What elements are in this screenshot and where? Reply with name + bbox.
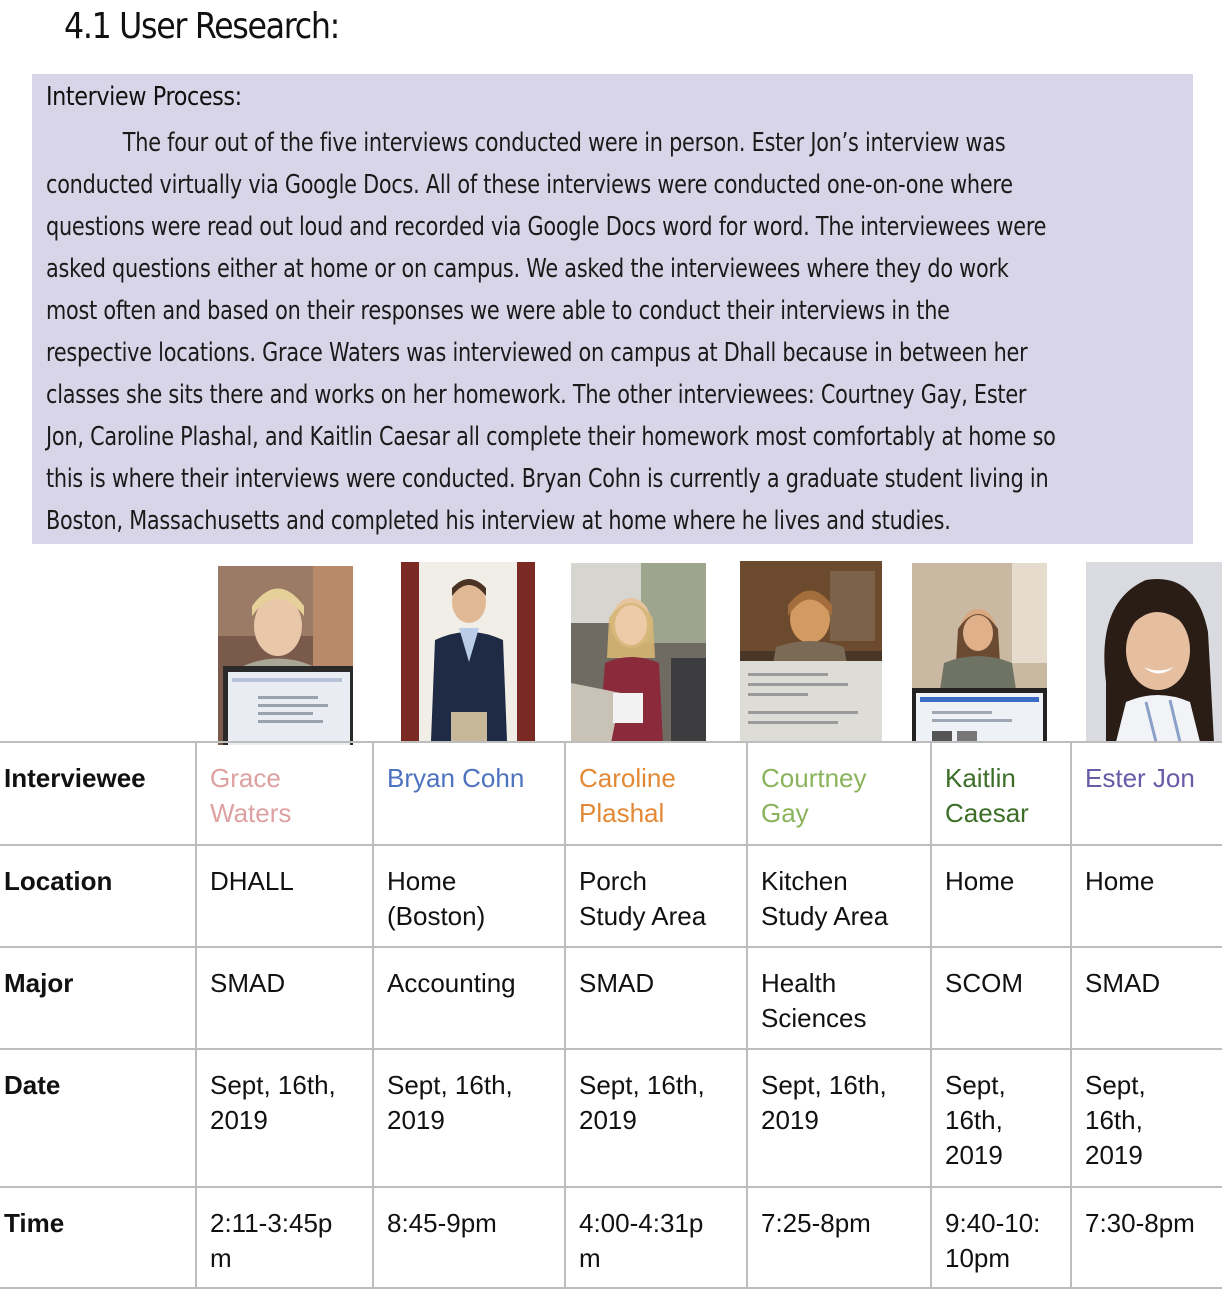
time-line: m [579,1243,601,1273]
row-label-major: Major [0,947,196,1049]
time-line: 7:30-8pm [1085,1208,1195,1238]
interview-process-box [32,74,1193,544]
major-line: SMAD [579,968,655,998]
cell-name [1071,742,1222,845]
cell-date [565,1049,747,1187]
location-line: Study Area [761,901,889,931]
section-heading: 4.1 User Research: [64,6,339,47]
time-line: 4:00-4:31p [579,1208,704,1238]
time-line: 8:45-9pm [387,1208,497,1238]
cell-name [931,742,1071,845]
date-line: 2019 [761,1105,819,1135]
location-line: Study Area [579,901,707,931]
location-line: Home [1085,866,1155,896]
cell-location [747,845,931,947]
date-line: Sept, [945,1070,1006,1100]
date-line: Sept, [1085,1070,1146,1100]
photo-kaitlin-caesar [912,563,1047,743]
major-line: Accounting [387,968,516,998]
row-label-interviewee: Interviewee [0,742,196,845]
date-line: Sept, 16th, [761,1070,887,1100]
cell-major [747,947,931,1049]
date-line: 2019 [210,1105,268,1135]
date-line: 2019 [945,1140,1003,1170]
cell-major [373,947,565,1049]
cell-major [931,947,1071,1049]
name-line: Caroline [579,763,676,793]
location-line: Home [387,866,457,896]
cell-time [196,1187,373,1288]
date-line: 2019 [579,1105,637,1135]
process-line: Jon, Caroline Plashal, and Kaitlin Caesar all complete their homework most comfortably at home so [46,422,1056,452]
name-line: Waters [210,798,292,828]
name-line: Gay [761,798,809,828]
process-line: most often and based on their responses we were able to conduct their interviews in the [46,296,950,326]
cell-major [1071,947,1222,1049]
name-line: Ester Jon [1085,763,1195,793]
date-line: Sept, 16th, [387,1070,513,1100]
date-line: 2019 [1085,1140,1143,1170]
location-line: Home [945,866,1015,896]
cell-date [747,1049,931,1187]
cell-name [747,742,931,845]
time-line: 2:11-3:45p [210,1208,333,1238]
cell-name [373,742,565,845]
cell-date [931,1049,1071,1187]
cell-location [565,845,747,947]
cell-time [373,1187,565,1288]
table-row-date [0,1049,1222,1187]
major-line: Sciences [761,1003,867,1033]
cell-major [565,947,747,1049]
interview-process-text [46,122,1222,542]
process-line: this is where their interviews were conducted. Bryan Cohn is currently a graduate student living in [46,464,1049,494]
interview-process-label: Interview Process: [46,82,242,112]
location-line: (Boston) [387,901,486,931]
cell-location [373,845,565,947]
name-line: Kaitlin [945,763,1016,793]
date-line: 16th, [945,1105,1003,1135]
process-line: classes she sits there and works on her homework. The other interviewees: Courtney Gay, Ester [46,380,1027,410]
table-row-location [0,845,1222,947]
cell-time [931,1187,1071,1288]
process-line: The four out of the five interviews conducted were in person. Ester Jon’s interview was [122,128,1006,158]
row-label-location: Location [0,845,196,947]
cell-time [747,1187,931,1288]
cell-name [196,742,373,845]
cell-date [196,1049,373,1187]
photo-grace-waters [218,566,353,745]
row-label-time: Time [0,1187,196,1288]
name-line: Grace [210,763,281,793]
major-line: SMAD [210,968,286,998]
location-line: Kitchen [761,866,848,896]
major-line: SCOM [945,968,1023,998]
time-line: m [210,1243,232,1273]
cell-name [565,742,747,845]
photo-bryan-cohn [401,562,535,741]
date-line: 16th, [1085,1105,1143,1135]
photo-ester-jon [1086,562,1222,742]
row-label-date: Date [0,1049,196,1187]
cell-location [1071,845,1222,947]
cell-time [1071,1187,1222,1288]
major-line: Health [761,968,837,998]
table-row-interviewee [0,742,1222,845]
name-line: Courtney [761,763,867,793]
process-line: Boston, Massachusetts and completed his interview at home where he lives and studies. [46,506,951,536]
photo-caroline-plashal [571,563,706,743]
time-line: 7:25-8pm [761,1208,871,1238]
location-line: DHALL [210,866,294,896]
process-line: conducted virtually via Google Docs. All of these interviews were conducted one-on-one where [46,170,1013,200]
cell-date [1071,1049,1222,1187]
cell-time [565,1187,747,1288]
table-row-major [0,947,1222,1049]
major-line: SMAD [1085,968,1161,998]
process-line: questions were read out loud and recorded via Google Docs word for word. The interviewees were [46,212,1047,242]
cell-date [373,1049,565,1187]
name-line: Caesar [945,798,1029,828]
process-line: asked questions either at home or on campus. We asked the interviewees where they do work [46,254,1009,284]
time-line: 10pm [945,1243,1011,1273]
name-line: Plashal [579,798,665,828]
cell-location [196,845,373,947]
cell-location [931,845,1071,947]
photo-courtney-gay [740,561,882,742]
name-line: Bryan Cohn [387,763,525,793]
date-line: 2019 [387,1105,445,1135]
cell-major [196,947,373,1049]
date-line: Sept, 16th, [210,1070,336,1100]
table-row-time [0,1187,1222,1288]
date-line: Sept, 16th, [579,1070,705,1100]
location-line: Porch [579,866,647,896]
interviewee-table [0,741,1222,1289]
process-line: respective locations. Grace Waters was interviewed on campus at Dhall because in between her [46,338,1028,368]
time-line: 9:40-10: [945,1208,1041,1238]
